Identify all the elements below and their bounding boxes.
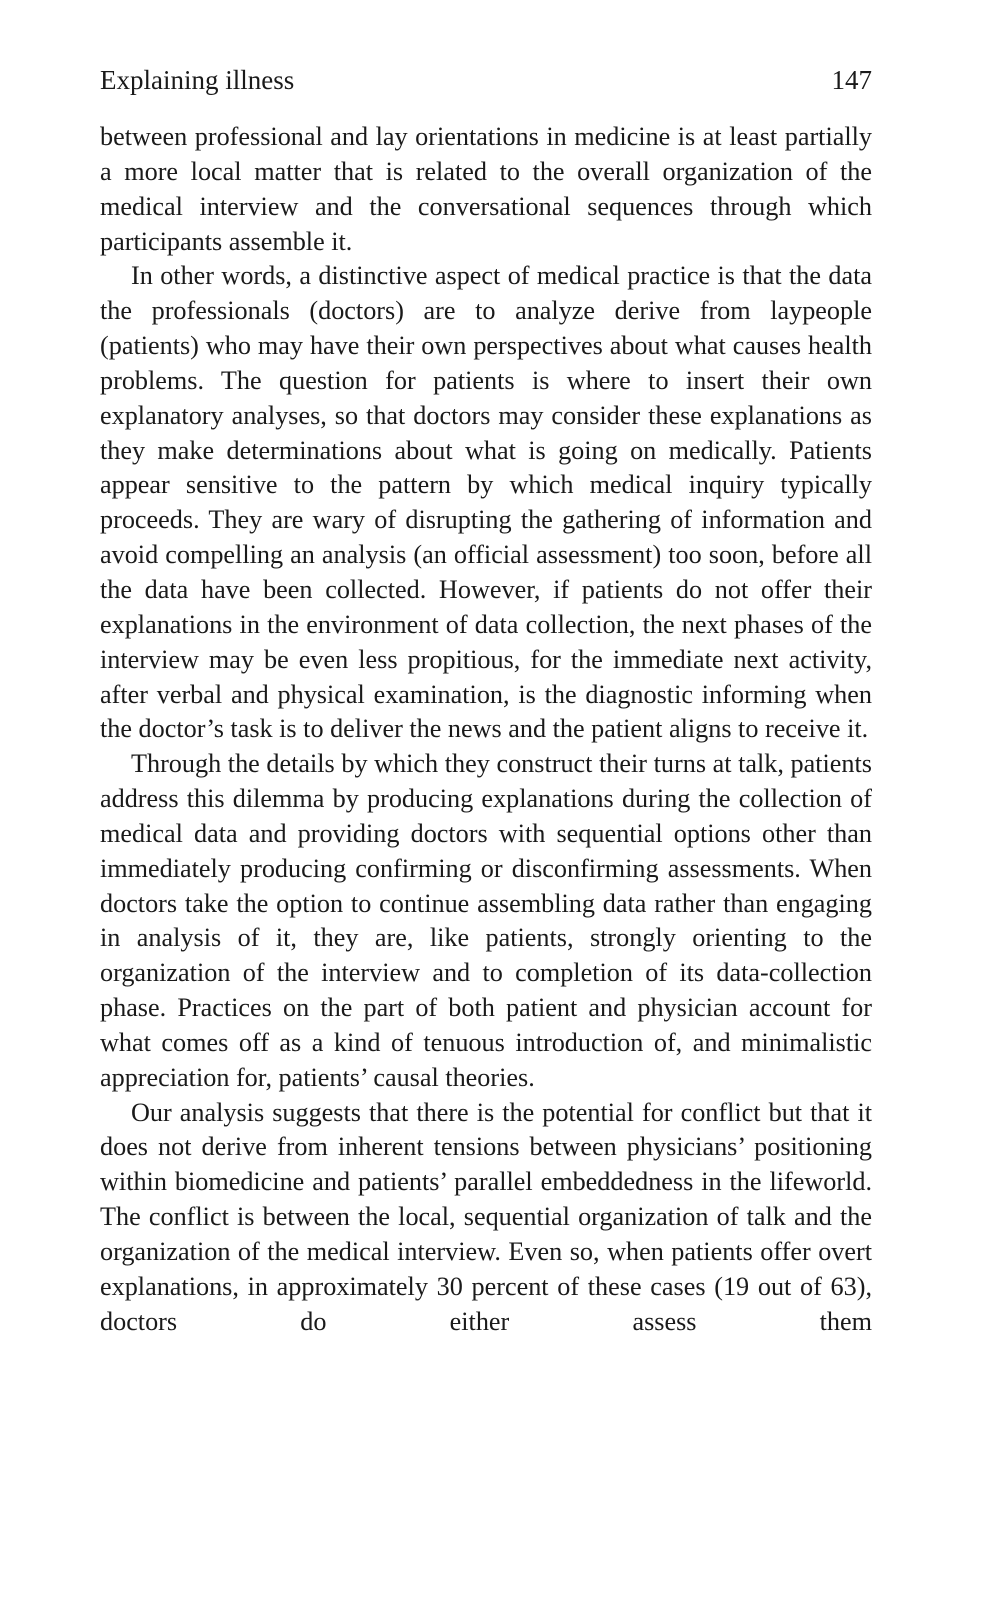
paragraph: Through the details by which they construct their turns at talk, patients address this dilemma by producing explanations during the collection of medical data and providing doctors with sequential options other than immediately producing confirming or disconfirming assessments. When doctors take the option to continue assembling data rather than engaging in analysis of it, they are, like patients, strongly orienting to the organization of the interview and to completion of its data-collection phase. Practices on the part of both patient and physician account for what comes off as a kind of tenuous introduction of, and minimalistic appreciation for, patients’ causal theories. — [100, 749, 872, 1092]
running-head-title: Explaining illness — [100, 65, 295, 95]
paragraph: Our analysis suggests that there is the potential for conflict but that it does not derive from inherent tensions between physicians’ positioning within biomedicine and patients’ parallel embeddedness in the lifeworld. The conflict is between the local, sequential organization of talk and the organization of the medical interview. Even so, when patients offer overt explanations, in approximately 30 percent of these cases (19 out of 63), doctors do either assess them — [100, 1097, 872, 1336]
paragraph: In other words, a distinctive aspect of medical practice is that the data the professionals (doctors) are to analyze derive from laypeople (patients) who may have their own perspectives about what causes health problems. The question for patients is where to insert their own explanatory analyses, so that doctors may consider these explanations as they make determinations about what is going on medically. Patients appear sensitive to the pattern by which medical inquiry typically proceeds. They are wary of disrupting the gathering of information and avoid compelling an analysis (an official assessment) too soon, before all the data have been collected. However, if patients do not offer their explanations in the environment of data collection, the next phases of the interview may be even less propitious, for the immediate next activity, after verbal and physical examination, is the diagnostic informing when the doctor’s task is to deliver the news and the patient aligns to receive it. — [100, 261, 872, 744]
book-page — [100, 62, 872, 1340]
paragraph-continued: between professional and lay orientations in medicine is at least partially a more local matter that is related to the overall organization of the medical interview and the conversational sequences through which participants assemble it. — [100, 122, 872, 256]
body-text — [100, 120, 872, 1340]
page-number: 147 — [831, 65, 872, 95]
running-head — [100, 62, 872, 98]
